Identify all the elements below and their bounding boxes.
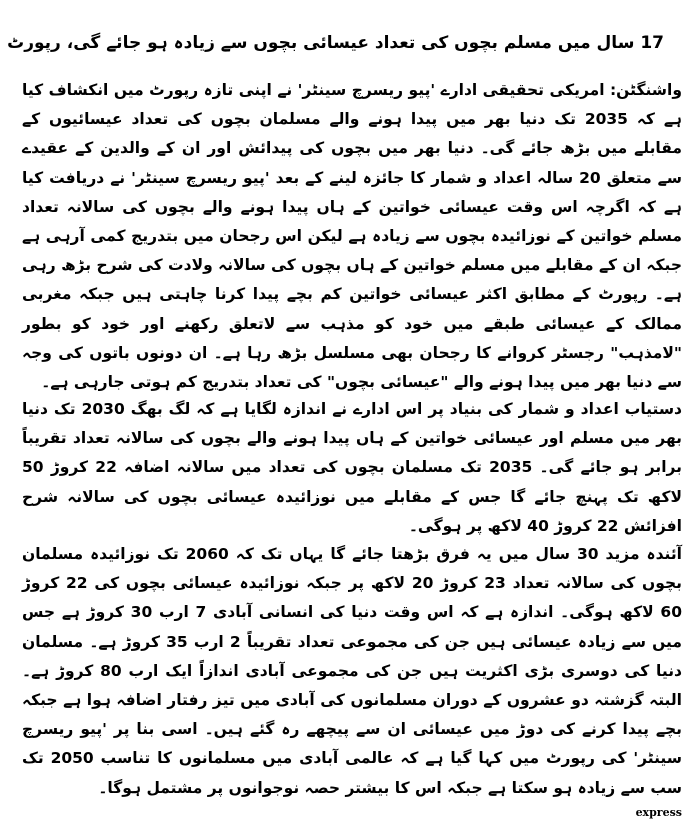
article-paragraph-1: واشنگٹن: امریکی تحقیقی ادارے 'پیو ریسرچ سینٹر' نے اپنی تازہ رپورٹ میں انکشاف کیا ہے کہ 2035 تک دنیا بھر میں پیدا ہونے والے مسلمان بچوں کی تعداد عیسائیوں کے مقابلے میں بڑھ جائے گی۔ دنیا بھر میں بچوں کی پیدائش اور ان کے والدین کے عقیدے سے متعلق 20 سالہ اعداد و شمار کا جائزہ لینے کے بعد 'پیو ریسرچ سینٹر' نے دریافت کیا ہے کہ اگرچہ اس وقت عیسائی خواتین کے ہاں پیدا ہونے والے بچوں کی سالانہ تعداد مسلم خواتین کے نوزائیدہ بچوں سے زیادہ ہے لیکن اس رجحان میں بتدریج کمی آرہی ہے جبکہ ان کے مقابلے میں مسلم خواتین کے ہاں بچوں کی سالانہ ولادت کی شرح بڑھ رہی ہے۔ رپورٹ کے مطابق اکثر عیسائی خواتین کم بچے پیدا کرنا چاہتی ہیں جبکہ مغربی ممالک کے عیسائی طبقے میں خود کو مذہب سے لاتعلق رکھنے اور خود کو بطور "لامذہب" رجسٹر کروانے کا رجحان بھی مسلسل بڑھ رہا ہے۔ ان دونوں باتوں کی وجہ سے دنیا بھر میں پیدا ہونے والے "عیسائی بچوں" کی تعداد بتدریج کم ہوتی جارہی ہے۔ <box>22 81 682 392</box>
news-article <box>7 0 683 835</box>
article-paragraph-2: دستیاب اعداد و شمار کی بنیاد پر اس ادارے نے اندازہ لگایا ہے کہ لگ بھگ 2030 تک دنیا بھر میں مسلم اور عیسائی خواتین کے ہاں پیدا ہونے والے بچوں کی سالانہ تعداد تقریباً برابر ہو جائے گی۔ 2035 تک مسلمان بچوں کی تعداد میں سالانہ اضافہ 22 کروڑ 50 لاکھ تک پہنچ جائے گا جس کے مقابلے میں نوزائیدہ عیسائی بچوں کی سالانہ شرح افزائش 22 کروڑ 40 لاکھ پر ہوگی۔ <box>22 400 683 535</box>
article-paragraph-3: آئندہ مزید 30 سال میں یہ فرق بڑھتا جائے گا یہاں تک کہ 2060 تک نوزائیدہ مسلمان بچوں کی سالانہ تعداد 23 کروڑ 20 لاکھ پر جبکہ نوزائیدہ عیسائی بچوں کی 22 کروڑ 60 لاکھ ہوگی۔ اندازہ ہے کہ اس وقت دنیا کی انسانی آبادی 7 ارب 30 کروڑ ہے جس میں سے زیادہ عیسائی ہیں جن کی مجموعی تعداد تقریباً 2 ارب 35 کروڑ ہے۔ مسلمان دنیا کی دوسری بڑی اکثریت ہیں جن کی مجموعی آبادی اندازاً ایک ارب 80 کروڑ ہے۔ البتہ گزشتہ دو عشروں کے دوران مسلمانوں کی آبادی میں تیز رفتار اضافہ ہوا ہے جبکہ بچے پیدا کرنے کی دوڑ میں عیسائی ان سے پیچھے رہ گئے ہیں۔ اسی بنا پر 'پیو ریسرچ سینٹر' کی رپورٹ میں کہا گیا ہے کہ عالمی آبادی میں مسلمانوں کا تناسب 2050 تک سب سے زیادہ ہو سکتا ہے جبکہ اس کا بیشتر حصہ نوجوانوں پر مشتمل ہوگا۔ <box>22 545 682 797</box>
article-headline: 17 سال میں مسلم بچوں کی تعداد عیسائی بچوں سے زیادہ ہو جائے گی، رپورٹ <box>7 33 664 53</box>
source-credit: express <box>635 806 682 819</box>
